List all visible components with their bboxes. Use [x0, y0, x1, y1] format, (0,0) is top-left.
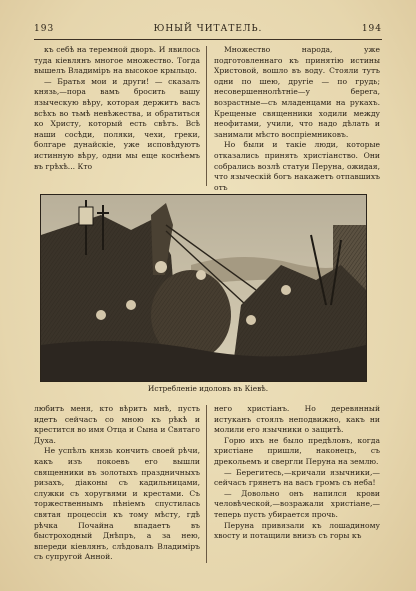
- page-number-left: 193: [34, 24, 55, 34]
- paragraph: Но были и такіе люди, которые отказались принять христіанство. Они собрались возлѣ статуи Перуна, ожидая, что языческій богъ накажетъ отпавшихъ отъ: [214, 140, 380, 192]
- running-header: [34, 24, 382, 38]
- header-rule: [34, 39, 382, 40]
- paragraph: — Довольно онъ напился крови человѣческой,—возражали христіане,—теперь пусть убирается прочь.: [214, 488, 380, 519]
- page-number-right: 194: [361, 24, 382, 34]
- engraving-drawing: [41, 195, 366, 381]
- paragraph: — Берегитесь,—кричали язычники,—сейчасъ грянетъ на васъ громъ съ неба!: [214, 467, 380, 488]
- paragraph: Горю ихъ не было предѣловъ, когда христіане пришли, наконецъ, съ дрекольемъ и свергли Перуна на землю.: [214, 435, 380, 466]
- engraving-illustration: [40, 194, 367, 382]
- paragraph: любитъ меня, кто вѣритъ мнѣ, пусть идетъ сейчасъ со мною къ рѣкѣ и крестится во имя Отца и Сына и Святаго Духа.: [34, 404, 200, 445]
- paragraph: къ себѣ на теремной дворъ. И явилось туда кіевлянъ многое множество. Тогда вышелъ Владиміръ на высокое крыльцо.: [34, 45, 200, 76]
- paragraph: Перуна привязали къ лошадиному хвосту и потащили внизъ съ горы къ: [214, 520, 380, 541]
- journal-title: ЮНЫЙ ЧИТАТЕЛЬ.: [153, 24, 263, 34]
- column-divider: [206, 46, 207, 186]
- paragraph: него христіанъ. Но деревянный истуканъ стоялъ неподвижно, какъ ни молили его язычники о защитѣ.: [214, 404, 380, 435]
- paragraph: — Братья мои и други! — сказалъ князь,—пора вамъ бросить вашу языческую вѣру, которая держитъ васъ всѣхъ во тьмѣ невѣжества, и обратиться ко Христу, который есть свѣтъ. Всѣ наши сосѣди, поляки, чехи, греки, болгаре дунайскіе, уже исповѣдуютъ истинную вѣру, одни мы еще коснѣемъ въ грѣхѣ... Кто: [34, 76, 200, 171]
- text-column-bottom-left: [34, 404, 200, 564]
- paragraph: Множество народа, уже подготовленнаго къ принятію истины Христовой, вошло въ воду. Стояли тутъ одни по шею, другіе — по грудь; несовершеннолѣтніе—у берега, возрастные—съ младенцами на рукахъ. Крещеные священники ходили между неофитами, учили, что надо дѣлать и занимали мѣсто воспріемниковъ.: [214, 45, 380, 139]
- text-column-top-left: [34, 45, 200, 187]
- paragraph: Не успѣлъ князь кончить своей рѣчи, какъ изъ покоевъ его вышли священники въ золотыхъ праздничныхъ ризахъ, діаконы съ кадильницами, служки съ хоругвями и крестами. Съ торжественнымъ пѣніемъ спустилась святая процессія къ тому мѣсту, гдѣ рѣчка Почайна впадаетъ въ быстроходный Днѣпръ, а за нею, впереди кіевлянъ, слѣдовалъ Владиміръ съ супругой Анной.: [34, 446, 200, 562]
- column-divider: [206, 405, 207, 563]
- text-column-top-right: [214, 45, 380, 192]
- text-column-bottom-right: [214, 404, 380, 564]
- illustration-caption: Истребленіе идоловъ въ Кіевѣ.: [147, 384, 269, 393]
